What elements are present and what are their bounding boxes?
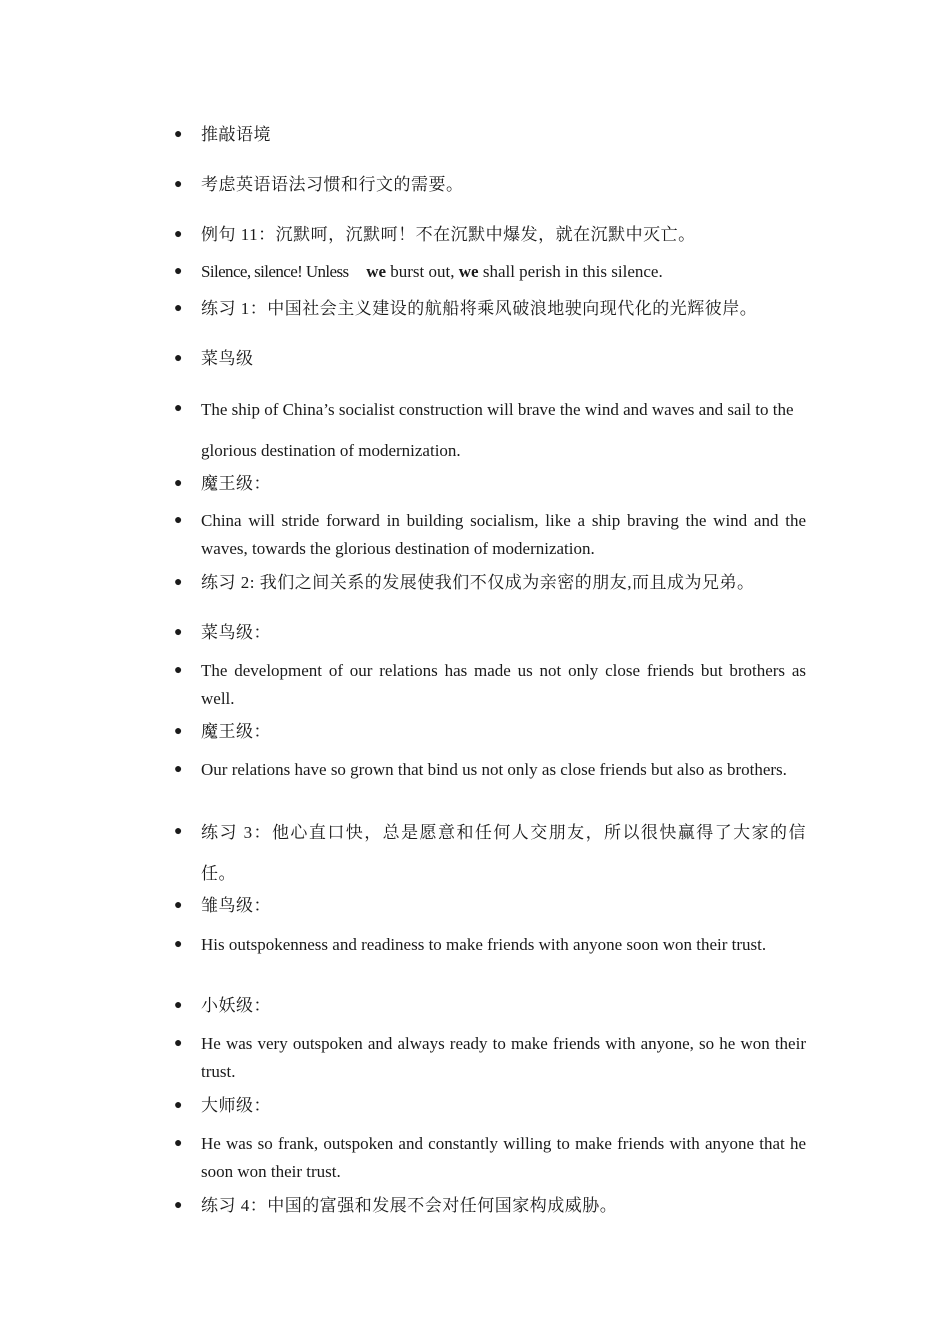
list-item [174,818,806,894]
bullet-icon: ● [174,264,183,279]
item-text: 练习 4：中国的富强和发展不会对任何国家构成威胁。 [201,1196,618,1215]
item-text [201,258,806,286]
bullet-icon: ● [174,898,183,913]
list-item [174,619,806,647]
item-text: 练习 1：中国社会主义建设的航船将乘风破浪地驶向现代化的光辉彼岸。 [201,299,758,318]
list-item [174,657,806,713]
bullet-icon: ● [174,227,183,242]
item-text: The ship of China’s socialist construction will brave the wind and waves and sail to the glorious destination of modernization. [201,400,794,460]
item-text: He was very outspoken and always ready to make friends with anyone, so he won their trust. [201,1034,806,1081]
list-item [174,258,806,286]
list-item [174,470,806,498]
item-text: China will stride forward in building socialism, like a ship braving the wind and the waves, towards the glorious destination of modernization. [201,511,806,558]
list-item [174,1192,806,1220]
text-run-bold: we [366,262,387,281]
bullet-icon: ● [174,177,183,192]
bullet-icon: ● [174,513,183,528]
bullet-icon: ● [174,351,183,366]
item-text: 菜鸟级 [201,349,254,368]
item-text: 魔王级： [201,722,271,741]
bullet-icon: ● [174,762,183,777]
item-text: 小妖级： [201,996,271,1015]
text-run: burst out, [386,262,459,281]
item-text: The development of our relations has made us not only close friends but brothers as well. [201,661,806,708]
item-text: 推敲语境 [201,125,271,144]
item-text: 雏鸟级： [201,896,271,915]
bullet-icon: ● [174,476,183,491]
item-text: 练习 2: 我们之间关系的发展使我们不仅成为亲密的朋友,而且成为兄弟。 [201,573,755,592]
item-text: 考虑英语语法习惯和行文的需要。 [201,175,464,194]
item-text: 大师级： [201,1096,271,1115]
item-text: 魔王级： [201,474,271,493]
list-item [174,221,806,249]
list-item [174,718,806,746]
bullet-icon: ● [174,1136,183,1151]
list-item [174,507,806,563]
list-item [174,345,806,373]
list-item [174,931,806,959]
bullet-icon: ● [174,301,183,316]
list-item [174,121,806,149]
item-text: 例句 11：沉默呵，沉默呵！不在沉默中爆发，就在沉默中灭亡。 [201,225,696,244]
text-run-bold: we [458,262,479,281]
bullet-icon: ● [174,824,183,839]
item-text: Our relations have so grown that bind us not only as close friends but also as brothers. [201,760,787,779]
bullet-icon: ● [174,724,183,739]
list-item [174,395,806,471]
bullet-icon: ● [174,1098,183,1113]
bullet-icon: ● [174,625,183,640]
text-run: Silence, silence! Unless [201,262,353,281]
bullet-icon: ● [174,127,183,142]
list-item [174,1130,806,1186]
item-text: His outspokenness and readiness to make friends with anyone soon won their trust. [201,935,767,954]
list-item [174,171,806,199]
bullet-icon: ● [174,1036,183,1051]
bullet-icon: ● [174,401,183,416]
bullet-icon: ● [174,663,183,678]
list-item [174,756,806,784]
text-run: shall perish in this silence. [478,262,663,281]
list-item [174,1030,806,1086]
list-item [174,1092,806,1120]
list-item [174,892,806,920]
bullet-icon: ● [174,575,183,590]
bullet-icon: ● [174,1198,183,1213]
list-item [174,992,806,1020]
list-item [174,569,806,597]
list-item [174,295,806,323]
item-text: 菜鸟级： [201,623,271,642]
item-text: 练习 3：他心直口快，总是愿意和任何人交朋友，所以很快赢得了大家的信任。 [201,823,806,883]
bullet-icon: ● [174,937,183,952]
item-text: He was so frank, outspoken and constantly willing to make friends with anyone that he soon won their trust. [201,1134,806,1181]
bullet-icon: ● [174,998,183,1013]
